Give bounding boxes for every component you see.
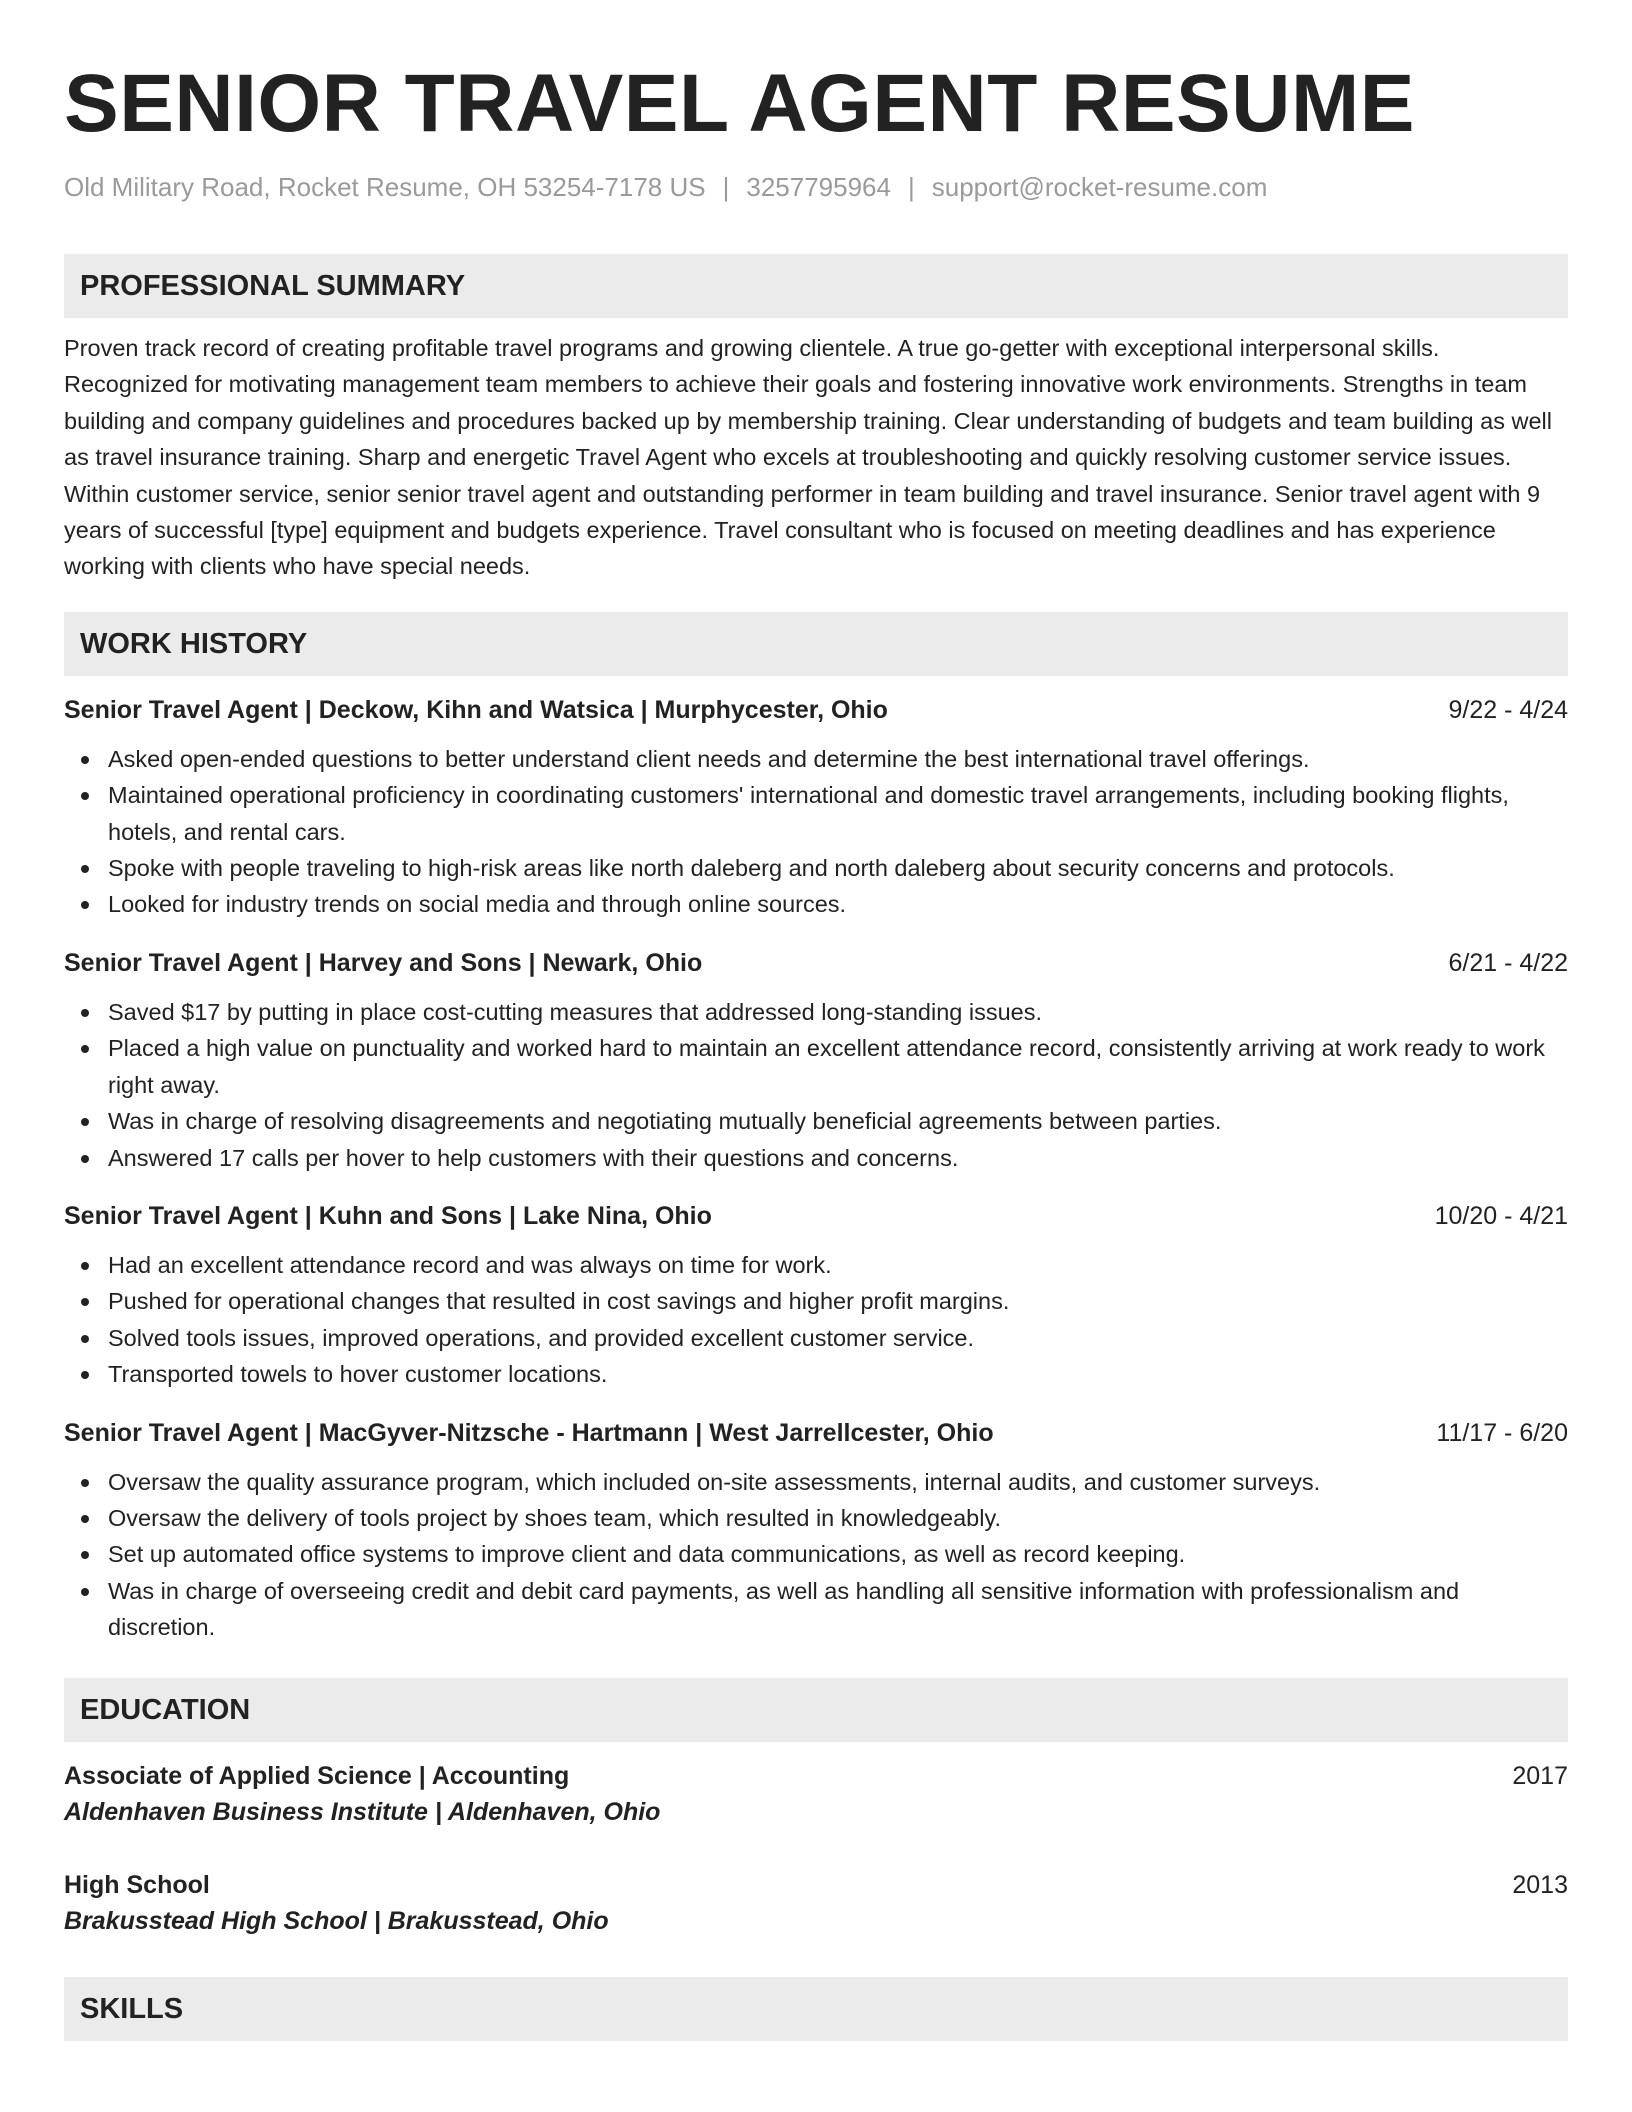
contact-separator: |: [907, 172, 915, 202]
contact-address: Old Military Road, Rocket Resume, OH 53254-7178 US: [64, 172, 706, 202]
bullet-text: Oversaw the delivery of tools project by shoes team, which resulted in knowledgeably.: [108, 1504, 1002, 1531]
bullet-text: Placed a high value on punctuality and worked hard to maintain an excellent attendance record, consistently arriving at work ready to work right away.: [108, 1035, 1545, 1098]
education-entry: [64, 1758, 1568, 1830]
section-header-education: EDUCATION: [64, 1678, 1568, 1742]
bullet-icon: [81, 1045, 89, 1053]
bullet-icon: [81, 1479, 89, 1487]
job-bullet: [108, 1140, 1568, 1176]
bullet-icon: [81, 865, 89, 873]
bullet-icon: [81, 1335, 89, 1343]
bullet-text: Maintained operational proficiency in coordinating customers' international and domestic travel arrangements, including booking flights, hotels, and rental cars.: [108, 782, 1509, 845]
bullet-icon: [81, 792, 89, 800]
job-heading: Senior Travel Agent | Harvey and Sons | Newark, Ohio: [64, 948, 703, 977]
job-bullet: [108, 1356, 1568, 1392]
bullet-text: Set up automated office systems to improve client and data communications, as well as record keeping.: [108, 1541, 1186, 1568]
job-heading: Senior Travel Agent | Deckow, Kihn and Watsica | Murphycester, Ohio: [64, 695, 888, 724]
job-entry: [64, 945, 1568, 1176]
education-heading-row: [64, 1758, 1568, 1794]
education-degree: High School: [64, 1870, 210, 1899]
bullet-icon: [81, 756, 89, 764]
education-degree: Associate of Applied Science | Accounting: [64, 1761, 570, 1790]
job-bullet: [108, 1500, 1568, 1536]
bullet-text: Had an excellent attendance record and was always on time for work.: [108, 1251, 832, 1278]
job-entry: [64, 1415, 1568, 1646]
section-header-work-history: WORK HISTORY: [64, 612, 1568, 676]
job-bullet-list: [64, 1247, 1568, 1393]
bullet-text: Answered 17 calls per hover to help customers with their questions and concerns.: [108, 1144, 959, 1171]
bullet-text: Transported towels to hover customer locations.: [108, 1361, 608, 1388]
bullet-text: Was in charge of overseeing credit and debit card payments, as well as handling all sensitive information with professionalism and discretion.: [108, 1577, 1460, 1641]
job-bullet: [108, 1247, 1568, 1283]
job-dates: 6/21 - 4/22: [1448, 948, 1568, 977]
job-bullet-list: [64, 994, 1568, 1176]
job-heading-row: [64, 1198, 1568, 1234]
job-entry: [64, 692, 1568, 923]
education-school: Aldenhaven Business Institute | Aldenhaven, Ohio: [64, 1797, 661, 1826]
bullet-text: Looked for industry trends on social media and through online sources.: [108, 891, 847, 918]
job-heading-row: [64, 945, 1568, 981]
job-bullet: [108, 994, 1568, 1030]
bullet-text: Pushed for operational changes that resulted in cost savings and higher profit margins.: [108, 1288, 1010, 1315]
job-heading: Senior Travel Agent | MacGyver-Nitzsche - Hartmann | West Jarrellcester, Ohio: [64, 1418, 994, 1447]
education-entry: [64, 1867, 1568, 1939]
bullet-text: Solved tools issues, improved operations, and provided excellent customer service.: [108, 1324, 975, 1351]
contact-email[interactable]: support@rocket-resume.com: [931, 172, 1268, 202]
bullet-icon: [81, 1298, 89, 1306]
bullet-icon: [81, 1371, 89, 1379]
contact-line: [64, 171, 1568, 203]
bullet-icon: [81, 1551, 89, 1559]
bullet-text: Spoke with people traveling to high-risk areas like north daleberg and north daleberg about security concerns and protocols.: [108, 855, 1395, 882]
job-bullet: [108, 1536, 1568, 1572]
section-header-summary: PROFESSIONAL SUMMARY: [64, 254, 1568, 318]
education-year: 2013: [1512, 1870, 1568, 1899]
section-header-skills: SKILLS: [64, 1977, 1568, 2041]
job-bullet-list: [64, 741, 1568, 923]
bullet-icon: [81, 1588, 89, 1596]
bullet-text: Asked open-ended questions to better understand client needs and determine the best international travel offerings.: [108, 745, 1310, 772]
job-bullet: [108, 1464, 1568, 1500]
job-bullet: [108, 1283, 1568, 1319]
bullet-text: Saved $17 by putting in place cost-cutting measures that addressed long-standing issues.: [108, 998, 1043, 1025]
job-heading-row: [64, 692, 1568, 728]
education-year: 2017: [1512, 1761, 1568, 1790]
job-heading: Senior Travel Agent | Kuhn and Sons | Lake Nina, Ohio: [64, 1201, 712, 1230]
resume-page: [64, 0, 1568, 2041]
contact-separator: |: [722, 172, 730, 202]
bullet-icon: [81, 1262, 89, 1270]
job-bullet: [108, 1103, 1568, 1139]
job-bullet: [108, 1030, 1568, 1103]
bullet-text: Oversaw the quality assurance program, which included on-site assessments, internal audits, and customer surveys.: [108, 1468, 1321, 1495]
job-bullet: [108, 1573, 1568, 1646]
bullet-icon: [81, 1515, 89, 1523]
education-heading-row: [64, 1867, 1568, 1903]
job-bullet: [108, 777, 1568, 850]
job-bullet: [108, 886, 1568, 922]
bullet-text: Was in charge of resolving disagreements and negotiating mutually beneficial agreements between parties.: [108, 1108, 1222, 1135]
job-entry: [64, 1198, 1568, 1393]
job-heading-row: [64, 1415, 1568, 1451]
job-bullet: [108, 741, 1568, 777]
job-bullet-list: [64, 1464, 1568, 1646]
resume-title: SENIOR TRAVEL AGENT RESUME: [64, 58, 1415, 149]
bullet-icon: [81, 1118, 89, 1126]
bullet-icon: [81, 901, 89, 909]
job-dates: 10/20 - 4/21: [1434, 1201, 1568, 1230]
bullet-icon: [81, 1155, 89, 1163]
job-bullet: [108, 850, 1568, 886]
bullet-icon: [81, 1009, 89, 1017]
contact-phone: 3257795964: [746, 172, 891, 202]
summary-text: Proven track record of creating profitable travel programs and growing clientele. A true go-getter with exceptional interpersonal skills. Recognized for motivating management team members to achieve their goals and fostering innovative work environments. Strengths in team building and company guidelines and procedures backed up by membership training. Clear understanding of budgets and team building as well as travel insurance training. Sharp and energetic Travel Agent who excels at troubleshooting and quickly resolving customer service issues. Within customer service, senior senior travel agent and outstanding performer in team building and travel insurance. Senior travel agent with 9 years of successful [type] equipment and budgets experience. Travel consultant who is focused on meeting deadlines and has experience working with clients who have special needs.: [64, 335, 1552, 580]
education-school: Brakusstead High School | Brakusstead, Ohio: [64, 1906, 609, 1935]
job-dates: 11/17 - 6/20: [1436, 1418, 1568, 1447]
job-bullet: [108, 1320, 1568, 1356]
job-dates: 9/22 - 4/24: [1448, 695, 1568, 724]
